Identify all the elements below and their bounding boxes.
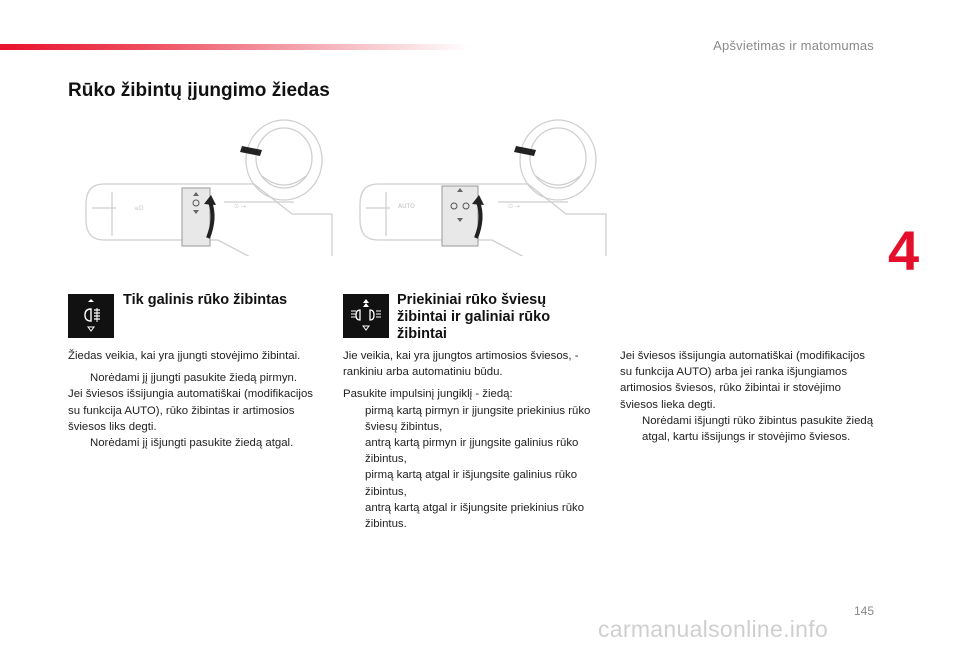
- svg-text:≡D: ≡D: [134, 205, 144, 212]
- chapter-number: 4: [888, 219, 920, 282]
- rear-fog-intro: Žiedas veikia, kai yra įjungti stovėjimo žibintai.: [68, 350, 301, 362]
- front-rear-fog-text: [343, 348, 597, 532]
- list-item: antrą kartą pirmyn ir įjungsite galinius rūko žibintus,: [343, 435, 597, 467]
- list-item: Norėdami jį išjungti pasukite žiedą atgal.: [68, 435, 326, 451]
- bullet-icon: [343, 435, 365, 467]
- list-item: antrą kartą atgal ir išjungsite priekinius rūko žibintus.: [343, 500, 597, 532]
- page-title: Rūko žibintų įjungimo žiedas: [68, 80, 330, 101]
- list-item: Norėdami jį įjungti pasukite žiedą pirmyn.: [68, 370, 326, 386]
- bullet-icon: [343, 500, 365, 532]
- list-item: pirmą kartą atgal ir išjungsite galinius rūko žibintus,: [343, 467, 597, 499]
- rear-fog-note: Jei šviesos išsijungia automatiškai (modifikacijos su funkcija AUTO), rūko žibintas ir artimosios šviesos liks degti.: [68, 388, 313, 433]
- bullet-icon: [68, 435, 90, 451]
- bullet-icon: [343, 467, 365, 499]
- rear-fog-text: [68, 348, 326, 451]
- bullet-icon: [343, 403, 365, 435]
- watermark: carmanualsonline.info: [598, 616, 829, 642]
- bullet-icon: [68, 370, 90, 386]
- stalk-illustration-front-rear: [358, 118, 608, 256]
- front-rear-fog-light-icon: [343, 294, 389, 338]
- svg-text:⊙ →: ⊙ →: [508, 203, 520, 210]
- front-rear-intro: Jie veikia, kai yra įjungtos artimosios šviesos, - rankiniu arba automatiniu būdu.: [343, 350, 579, 379]
- bullet-icon: [620, 413, 642, 445]
- list-item: pirmą kartą pirmyn ir įjungsite priekinius rūko šviesų žibintus,: [343, 403, 597, 435]
- auto-note: Jei šviesos išsijungia automatiškai (modifikacijos su funkcija AUTO) arba jei ranka išjungiamos artimosios šviesos, rūko žibintai ir stovėjimo šviesos lieka degti.: [620, 350, 865, 411]
- svg-text:⊙ →: ⊙ →: [234, 203, 246, 210]
- header-accent-bar: [0, 44, 470, 50]
- rear-fog-light-icon: [68, 294, 114, 338]
- chapter-title: Apšvietimas ir matomumas: [713, 38, 874, 53]
- front-rear-fog-title: Priekiniai rūko šviesų žibintai ir galiniai rūko žibintai: [397, 292, 551, 342]
- list-item: Norėdami išjungti rūko žibintus pasukite žiedą atgal, kartu išsijungs ir stovėjimo šviesos.: [620, 413, 878, 445]
- auto-label: AUTO: [398, 203, 415, 210]
- rear-fog-title: Tik galinis rūko žibintas: [123, 292, 288, 308]
- front-rear-lead: Pasukite impulsinį jungiklį - žiedą:: [343, 388, 513, 401]
- auto-note-text: [620, 348, 878, 445]
- stalk-illustration-rear: [84, 118, 334, 256]
- page-number: 145: [853, 604, 874, 618]
